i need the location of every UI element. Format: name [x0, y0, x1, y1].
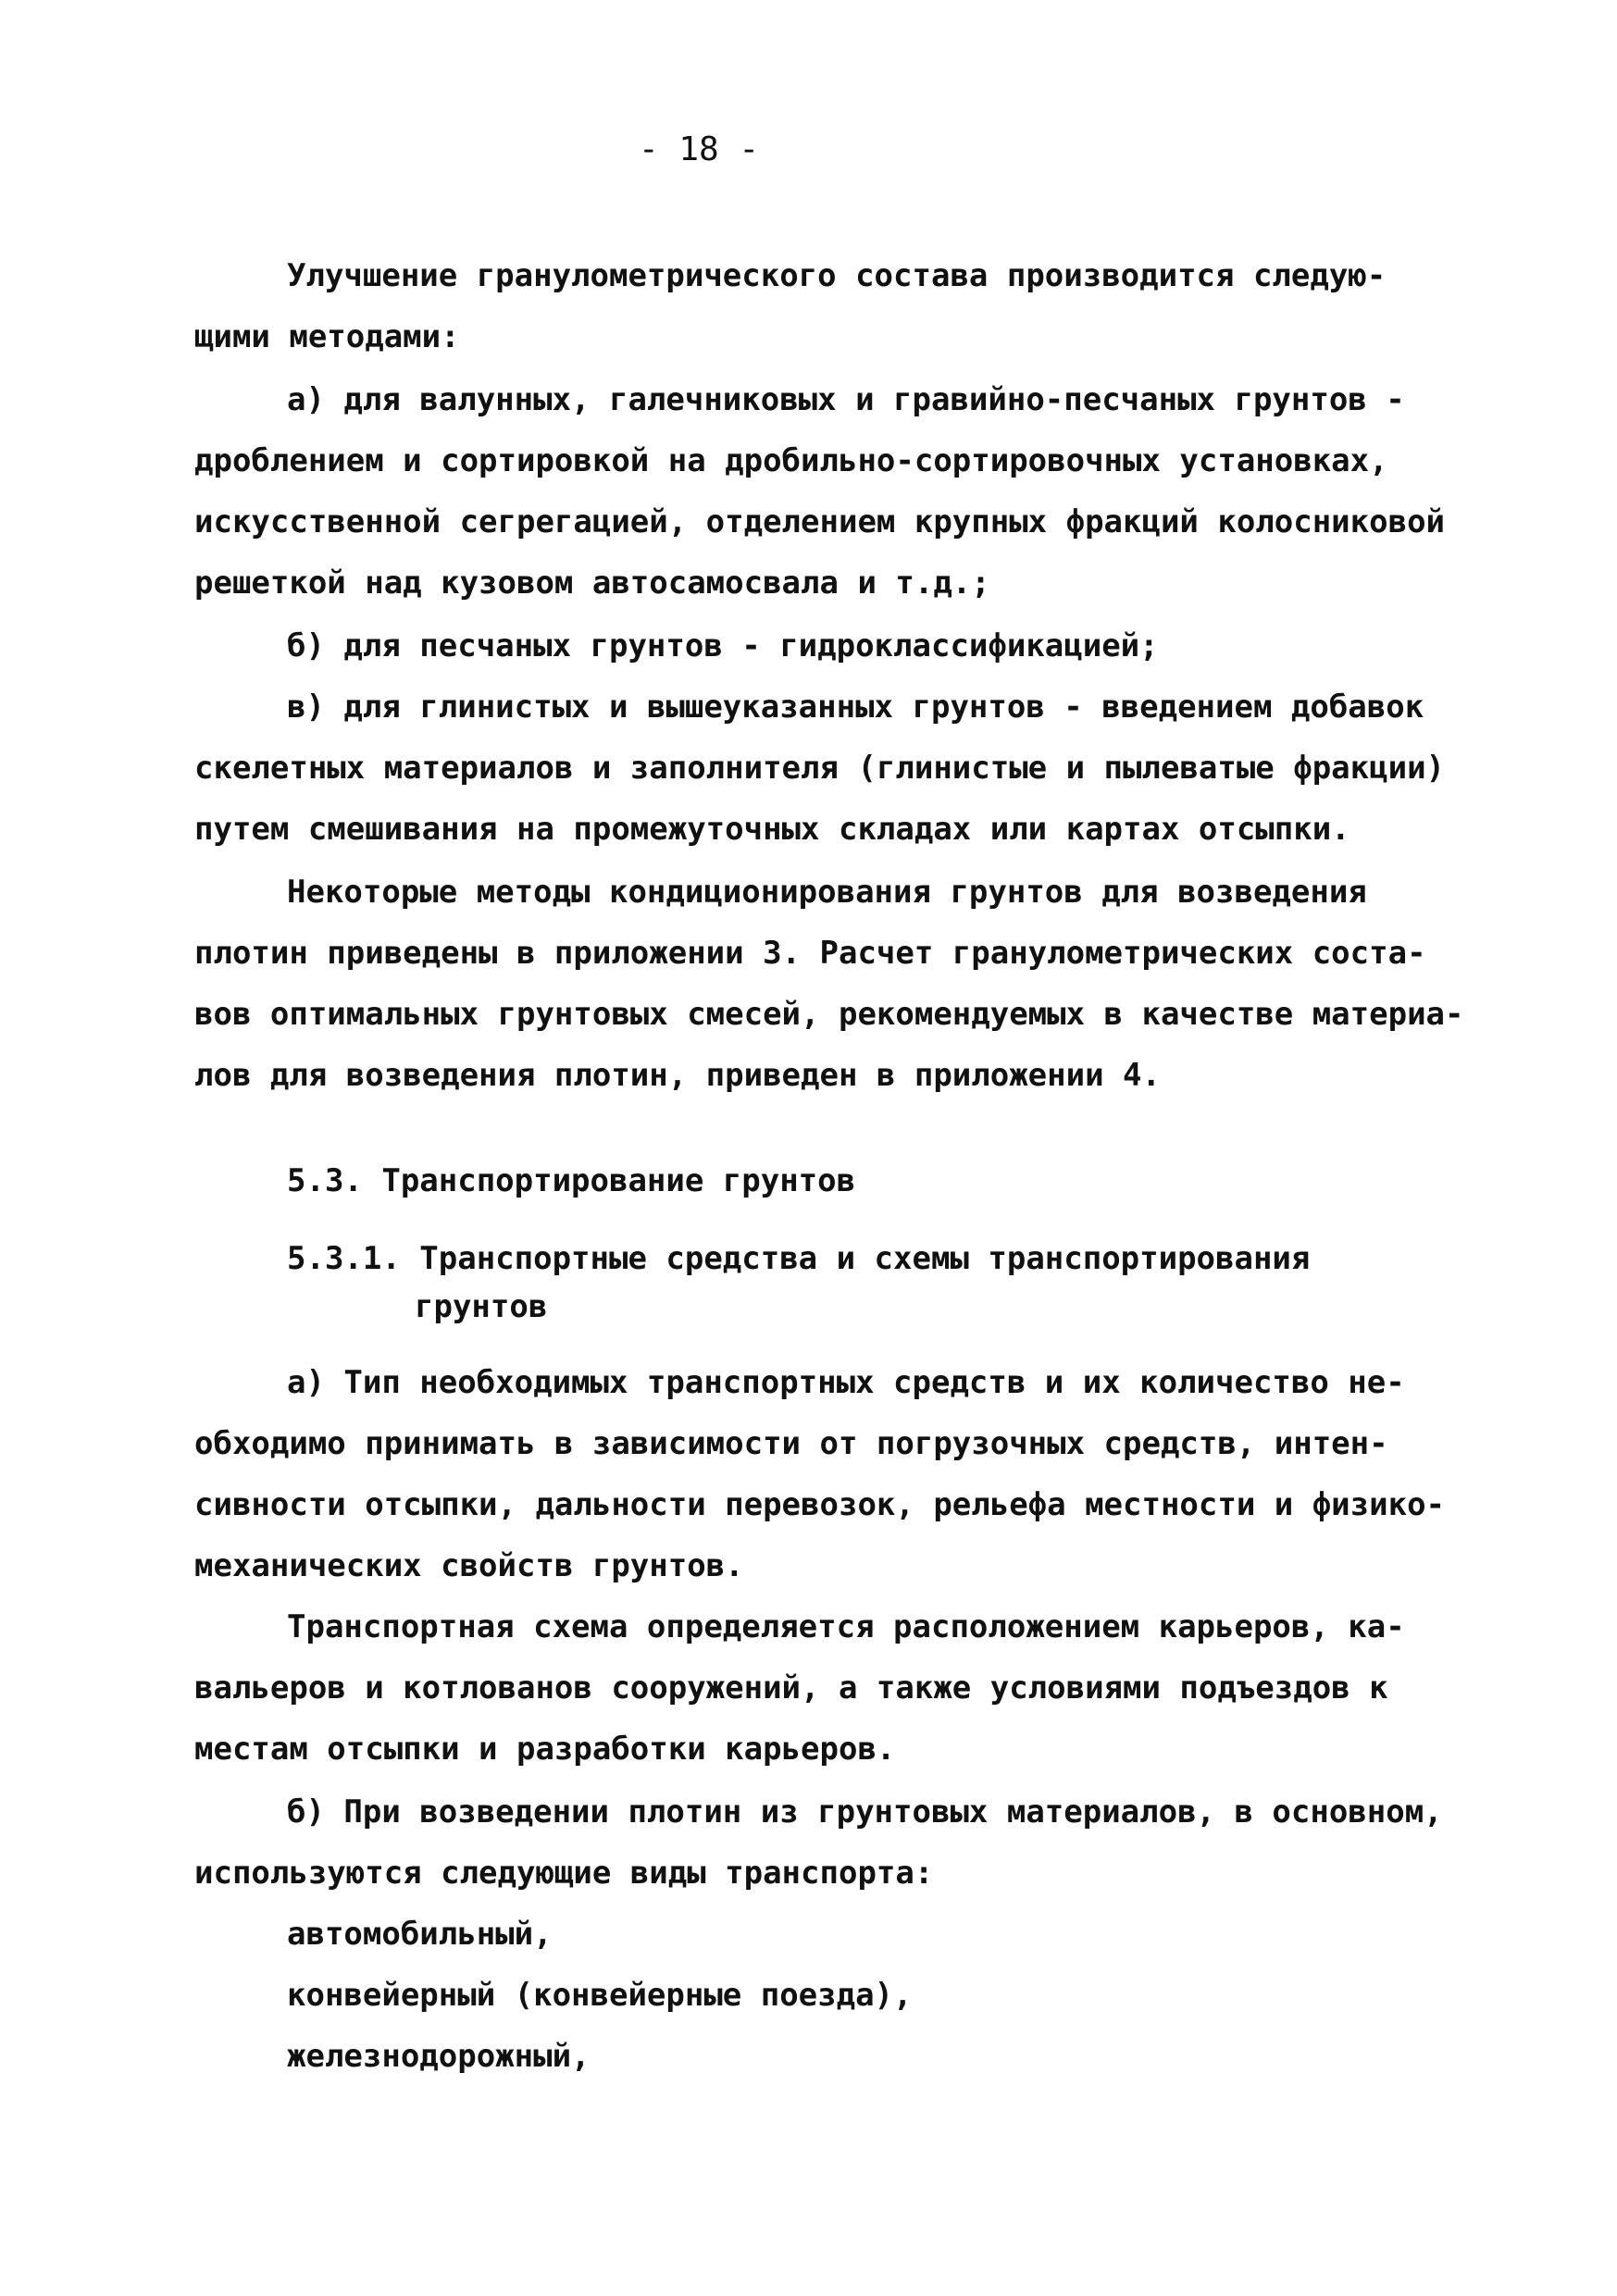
sub-a-line-2: обходимо принимать в зависимости от погрузочных средств, интен- — [194, 1425, 1388, 1462]
methods-line-3: вов оптимальных грунтовых смесей, рекомендуемых в качестве материа- — [194, 996, 1464, 1033]
intro-line-1: Улучшение гранулометрического состава производится следую- — [287, 257, 1387, 294]
page-number: - 18 - — [639, 130, 760, 168]
item-a-line-4: решеткой над кузовом автосамосвала и т.д.; — [194, 565, 990, 602]
section-5-3-heading: 5.3. Транспортирование грунтов — [287, 1162, 856, 1199]
intro-line-2: щими методами: — [194, 318, 460, 355]
scheme-line-1: Транспортная схема определяется расположением карьеров, ка- — [287, 1608, 1405, 1645]
scheme-line-3: местам отсыпки и разработки карьеров. — [194, 1731, 896, 1768]
section-5-3-1-heading-line-2: грунтов — [415, 1288, 548, 1325]
scheme-line-2: вальеров и котлованов сооружений, а также условиями подъездов к — [194, 1669, 1388, 1706]
section-5-3-1-heading-line-1: 5.3.1. Транспортные средства и схемы транспортирования — [287, 1240, 1311, 1277]
sub-a-line-1: а) Тип необходимых транспортных средств и их количество не- — [287, 1364, 1405, 1401]
item-a-line-3: искусственной сегрегацией, отделением крупных фракций колосниковой — [194, 503, 1446, 540]
transport-item-auto: автомобильный, — [287, 1916, 553, 1953]
item-a-line-2: дроблением и сортировкой на дробильно-сортировочных установках, — [194, 442, 1388, 479]
sub-a-line-4: механических свойств грунтов. — [194, 1547, 744, 1584]
methods-line-1: Некоторые методы кондиционирования грунтов для возведения — [287, 874, 1367, 911]
sub-a-line-3: сивности отсыпки, дальности перевозок, рельефа местности и физико- — [194, 1486, 1446, 1523]
methods-line-4: лов для возведения плотин, приведен в приложении 4. — [194, 1057, 1161, 1094]
sub-b-line-2: используются следующие виды транспорта: — [194, 1855, 934, 1892]
item-v-line-3: путем смешивания на промежуточных складах или картах отсыпки. — [194, 811, 1350, 848]
item-a-line-1: а) для валунных, галечниковых и гравийно-песчаных грунтов - — [287, 381, 1405, 418]
transport-item-railway: железнодорожный, — [287, 2038, 591, 2075]
item-v-line-2: скелетных материалов и заполнителя (глинистые и пылеватые фракции) — [194, 750, 1446, 787]
item-b-line-1: б) для песчаных грунтов - гидроклассификацией; — [287, 627, 1159, 664]
transport-item-conveyor: конвейерный (конвейерные поезда), — [287, 1977, 913, 2014]
item-v-line-1: в) для глинистых и вышеуказанных грунтов - введением добавок — [287, 689, 1424, 726]
sub-b-line-1: б) При возведении плотин из грунтовых материалов, в основном, — [287, 1793, 1443, 1831]
methods-line-2: плотин приведены в приложении 3. Расчет гранулометрических соста- — [194, 935, 1426, 972]
